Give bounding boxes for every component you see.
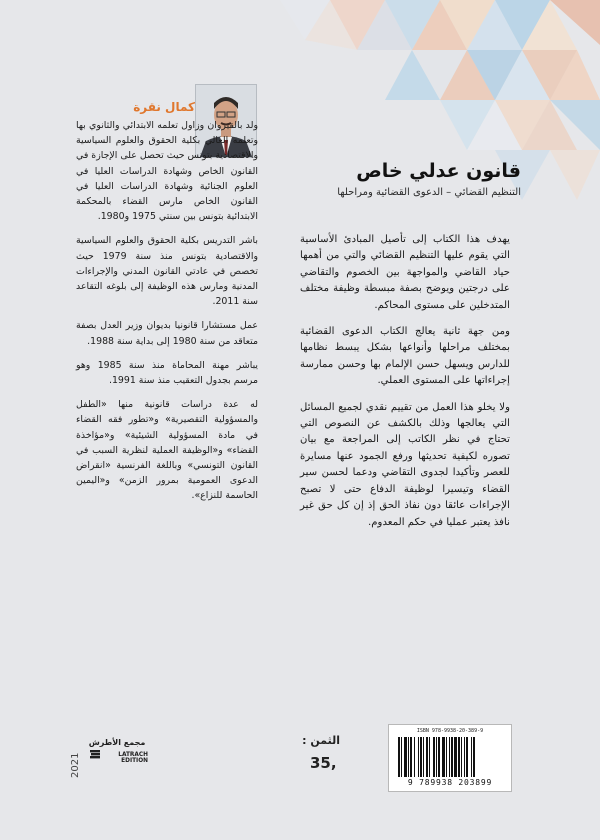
description-paragraph: يهدف هذا الكتاب إلى تأصيل المبادئ الأساسية التي يقوم عليها التنظيم القضائي والتي من أهمها حياد القاضي والمواجهة بين الخصوم والتقاضي على درجتين ويوضح بصفة مبسطة وظيفة مختلف المتدخلين على مستوى المحاكم. bbox=[300, 234, 510, 311]
isbn-barcode bbox=[388, 724, 512, 792]
description-paragraph: ولا يخلو هذا العمل من تقييم نقدي لجميع المسائل التي يعالجها وذلك بالكشف عن النصوص التي تحتاج في نظر الكاتب إلى المراجعة مع بيان تصوره لكيفية تحديثها ورفع الجمود عنها مسايرة للعصر وتأكيدا لجدوى التقاضي ودعما لحسن سير القضاء وتيسيرا لوظيفة الدفاع حتى لا تصبح الإجراءات عائقا دون نفاذ الحق إذ إن كل حق غير نافذ يعتبر عمليا في حكم المعدوم. bbox=[300, 401, 510, 528]
bio-paragraph: عمل مستشارا قانونيا بديوان وزير العدل بصفة متعاقد من سنة 1980 إلى بداية سنة 1988. bbox=[76, 320, 258, 347]
isbn-number: ISBN 978-9938-20-389-9 bbox=[416, 728, 484, 734]
author-bio bbox=[76, 118, 258, 513]
book-subtitle: التنظيم القضائي – الدعوى القضائية ومراحلها bbox=[337, 187, 521, 198]
barcode-icon bbox=[398, 737, 502, 777]
bio-paragraph: باشر التدريس بكلية الحقوق والعلوم السياسية والاقتصادية بتونس منذ سنة 1979 حيث تخصص في عادتي القانون المدني والإجراءات المدنية ومارس هذه الوظيفة إلى بلوغه التقاعد سنة 2011. bbox=[76, 235, 258, 308]
book-title: قانون عدلي خاص bbox=[356, 160, 521, 182]
bio-paragraph: له عدة دراسات قانونية منها «الطفل والمسؤولية التقصيرية» و«تطور فقه القضاء في مادة المسؤولية الشيئية» و«مؤاخذة القضاء» و«الوظيفة العملية لنظرية السبب في القانون التونسي» وباللغة الفرنسية «انقراض الدعوى العمومية بمرور الزمن» و«اليمين الحاسمة للنزاع». bbox=[76, 399, 258, 502]
bio-paragraph: ولد بالقيروان وزاول تعلمه الابتدائي والثانوي بها وتعلمه العالي بكلية الحقوق والعلوم السياسية والاقتصادية بتونس حيث تحصل على الإجازة في القانون الخاص وشهادة الدراسات العليا في العلوم الجنائية وشهادة الدراسات العليا في القانون الخاص مارس القضاء بالمحكمة الابتدائية بتونس بين سنتي 1975 و1980. bbox=[76, 120, 258, 223]
book-stack-icon bbox=[90, 749, 100, 759]
publisher-logo bbox=[86, 735, 148, 763]
publication-year: 2021 bbox=[70, 752, 81, 778]
publisher-name-ar: مجمع الأطرش bbox=[88, 738, 146, 747]
author-name: كمال نقرة bbox=[133, 100, 195, 114]
description-paragraph: ومن جهة ثانية يعالج الكتاب الدعوى القضائية بمختلف مراحلها وأنواعها بشكل يبسط نظامها للدارس ويسهل حسن الإلمام بها وحسن ممارسة إجراءاتها على المستوى العملي. bbox=[300, 326, 510, 387]
isbn-digits: 9 789938 203899 bbox=[407, 778, 493, 787]
bio-paragraph: يباشر مهنة المحاماة منذ سنة 1985 وهو مرسم بجدول التعقيب منذ سنة 1991. bbox=[76, 359, 259, 387]
price-label: الثمن : bbox=[302, 734, 340, 747]
publisher-name-en: LATRACH EDITION bbox=[118, 752, 148, 764]
price-value: 35, bbox=[310, 754, 337, 772]
book-description bbox=[300, 232, 510, 541]
